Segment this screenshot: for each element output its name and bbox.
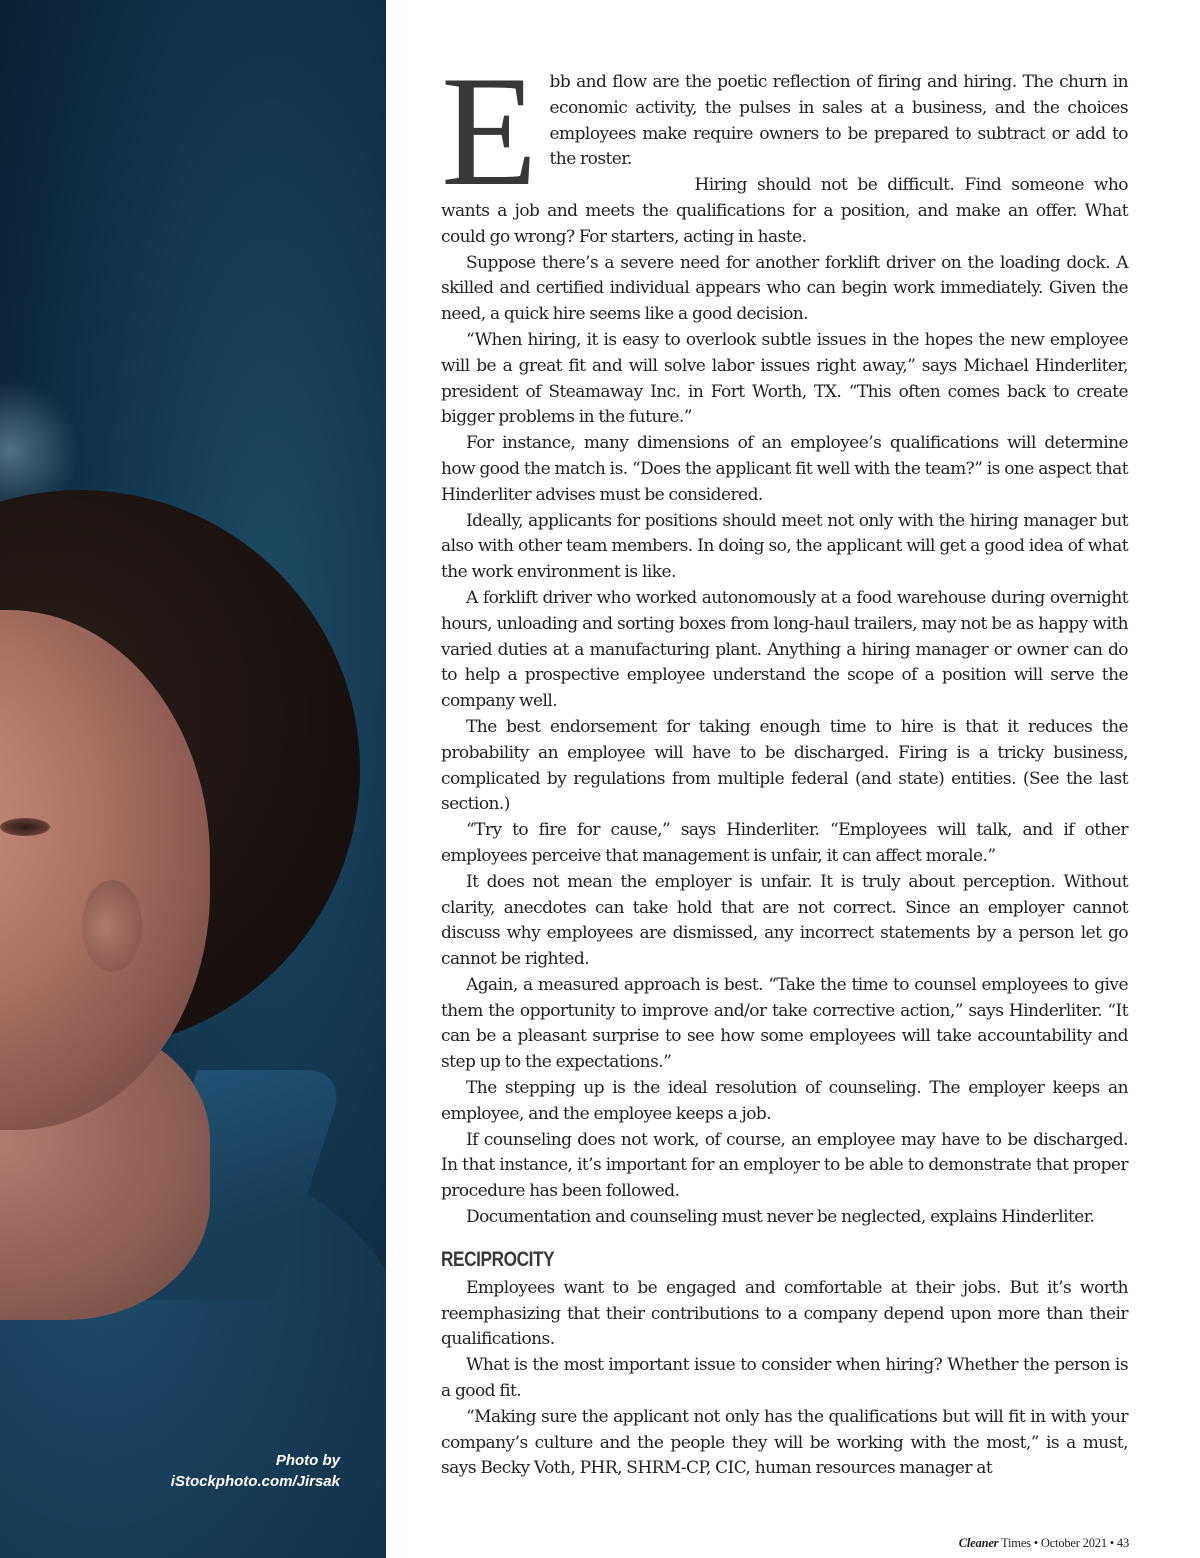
article-paragraph: Suppose there’s a severe need for another forklift driver on the loading dock. A skilled and certified individual appears who can begin work immediately. Given the need, a quick hire seems like a good decision. (441, 252, 1128, 325)
photo-credit-line-2: iStockphoto.com/Jirsak (170, 1473, 340, 1490)
article-paragraph: If counseling does not work, of course, an employee may have to be discharged. In that instance, it’s important for an employer to be able to demonstrate that proper procedure has been followed. (441, 1129, 1128, 1202)
drop-cap: E (441, 44, 538, 219)
article-body (441, 44, 1128, 1482)
photo-ear (82, 880, 142, 972)
article-paragraph: What is the most important issue to consider when hiring? Whether the person is a good fit. (441, 1355, 1128, 1402)
article-paragraph: Employees want to be engaged and comfortable at their jobs. But it’s worth reemphasizing that their contributions to a company depend upon more than their qualifications. (441, 1277, 1128, 1350)
article-paragraph: Again, a measured approach is best. “Take the time to counsel employees to give them the opportunity to improve and/or take corrective action,” says Hinderliter. “It can be a pleasant surprise to see how some employees will take accountability and step up to the expectations.” (441, 974, 1128, 1073)
article-paragraph: A forklift driver who worked autonomously at a food warehouse during overnight hours, unloading and sorting boxes from long-haul trailers, may not be as happy with varied duties at a manufacturing plant. Anything a hiring manager or owner can do to help a prospective employee understand the scope of a position will serve the company well. (441, 587, 1128, 712)
folio-issue-page: • October 2021 • 43 (1030, 1536, 1129, 1550)
article-paragraph: The best endorsement for taking enough time to hire is that it reduces the probability an employee will have to be discharged. Firing is a tricky business, complicated by regulations from multiple federal (and state) entities. (See the last section.) (441, 716, 1128, 815)
photo-eye (0, 818, 50, 836)
folio-magazine-name-rest: Times (998, 1536, 1031, 1550)
section-heading: RECIPROCITY (441, 1247, 555, 1271)
article-paragraph: The stepping up is the ideal resolution of counseling. The employer keeps an employee, and the employee keeps a job. (441, 1078, 1128, 1124)
article-paragraph: Documentation and counseling must never be neglected, explains Hinderliter. (466, 1207, 1095, 1228)
photo-credit-line-1: Photo by (275, 1452, 340, 1469)
article-paragraph: “Try to fire for cause,” says Hinderliter. “Employees will talk, and if other employees perceive that management is unfair, it can affect morale.” (441, 820, 1128, 866)
article-paragraph: It does not mean the employer is unfair. It is truly about perception. Without clarity, anecdotes can take hold that are not correct. Since an employer cannot discuss why employees are dismissed, any incorrect statements by a person let go cannot be righted. (441, 871, 1128, 970)
article-paragraph: For instance, many dimensions of an employee’s qualifications will determine how good the match is. “Does the applicant fit well with the team?” is one aspect that Hinderliter advises must be considered. (441, 433, 1128, 505)
paragraph-text: bb and flow are the poetic reflection of firing and hiring. The churn in economic activity, the pulses in sales at a business, and the choices employees make require owners to be prepared to subtract or add to the roster. (549, 72, 1128, 170)
page-folio (959, 1536, 1129, 1551)
article-paragraph: Ideally, applicants for positions should meet not only with the hiring manager but also with other team members. In doing so, the applicant will get a good idea of what the work environment is like. (441, 510, 1128, 583)
folio-magazine-name: Cleaner (958, 1536, 999, 1550)
paragraph-text: Hiring should not be difficult. Find someone who wants a job and meets the qualifications for a position, and make an offer. What could go wrong? For starters, acting in haste. (441, 175, 1128, 247)
cover-photo (0, 0, 386, 1558)
photo-credit (171, 1450, 340, 1492)
article-paragraph-2 (441, 173, 1128, 250)
article-paragraph: “Making sure the applicant not only has the qualifications but will fit in with your company’s culture and the people they will be working with the most,” is a must, says Becky Voth, PHR, SHRM-CP, CIC, human resources manager at (441, 1406, 1128, 1479)
article-paragraph: “When hiring, it is easy to overlook subtle issues in the hopes the new employee will be a great fit and will solve labor issues right away,” says Michael Hinderliter, president of Steamaway Inc. in Fort Worth, TX. “This often comes back to create bigger problems in the future.” (441, 329, 1128, 428)
